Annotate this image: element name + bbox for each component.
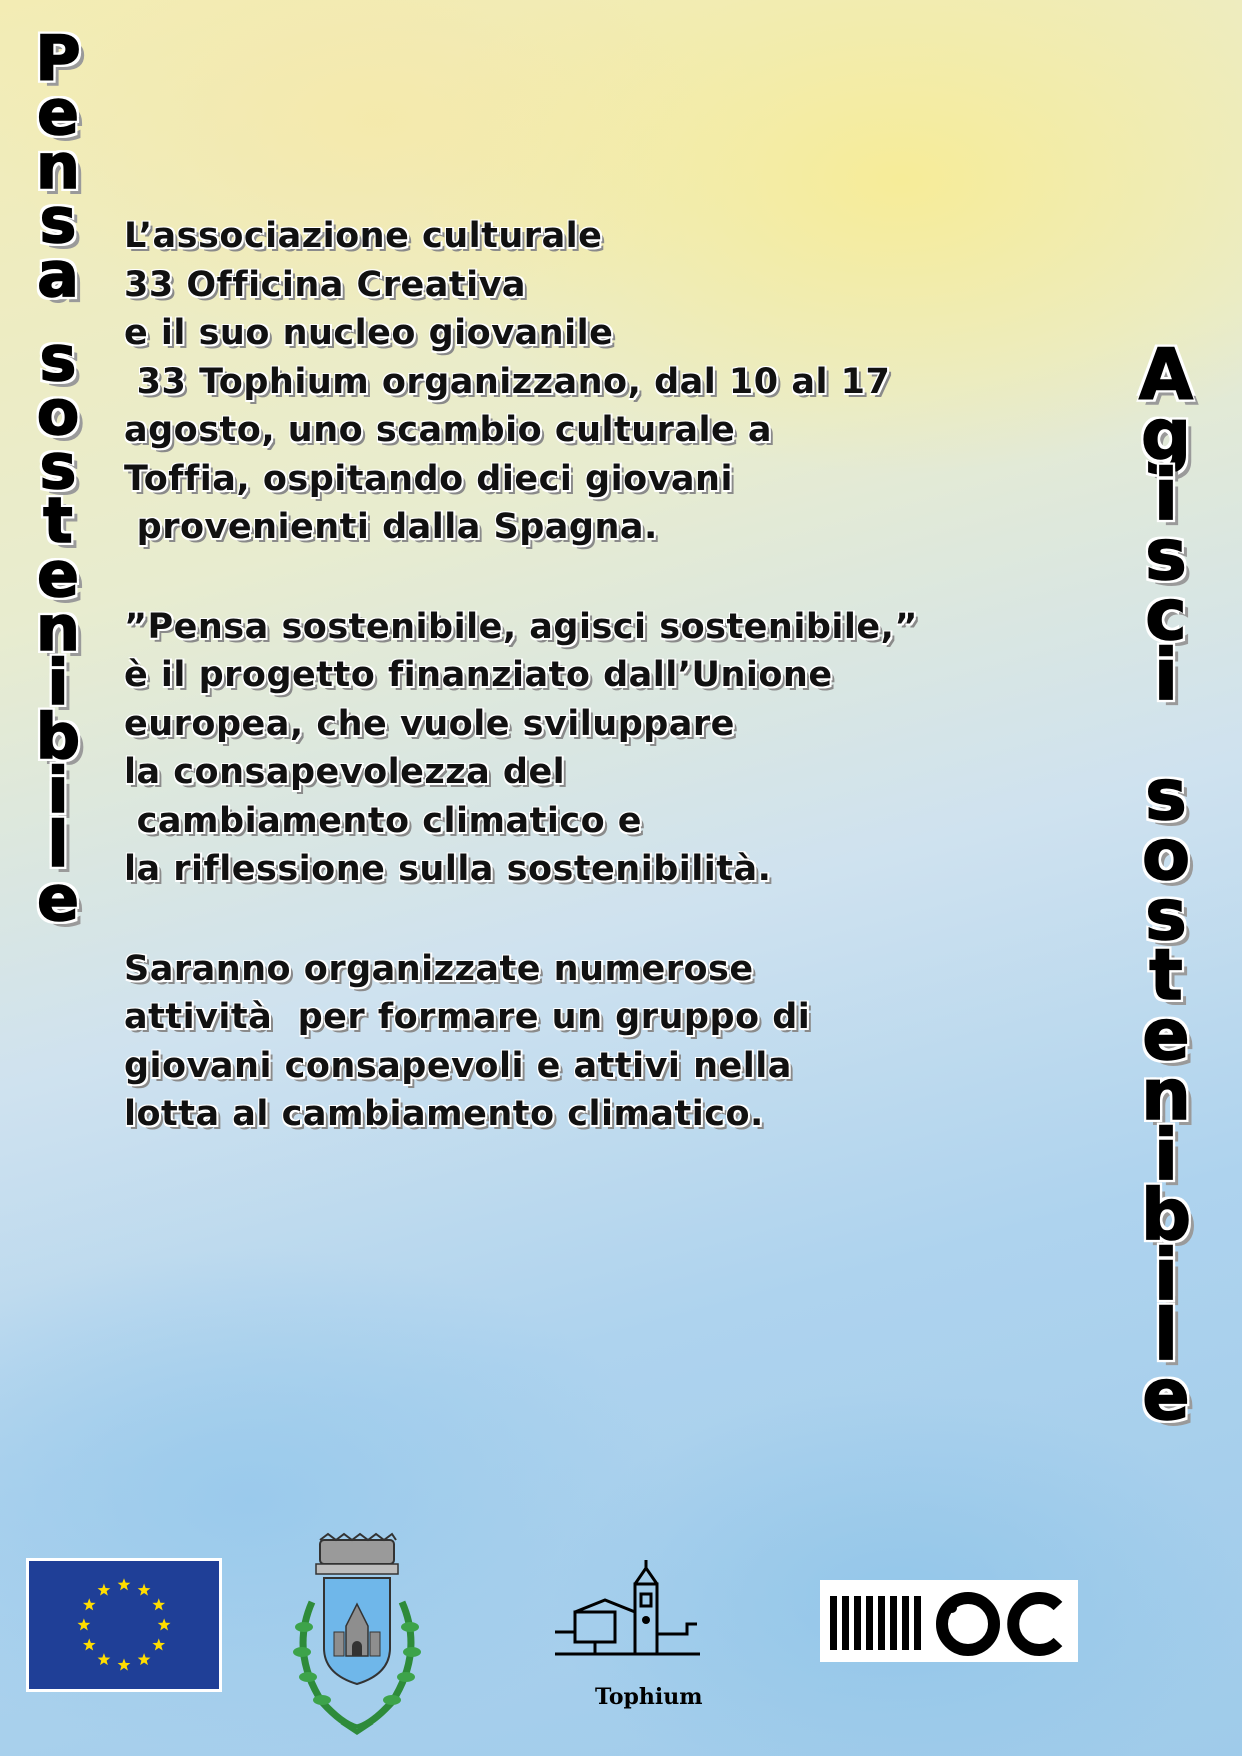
vertical-letter: n — [35, 592, 81, 665]
eu-star-icon — [83, 1598, 96, 1610]
vertical-letter: t — [43, 484, 73, 557]
text-line: la consapevolezza del — [124, 752, 566, 792]
paragraph-intro — [124, 212, 1104, 552]
body-text — [124, 212, 1104, 1190]
vertical-letter: o — [1141, 814, 1191, 896]
oc-logo-icon — [820, 1580, 1078, 1662]
tophium-label: Tophium — [595, 1684, 703, 1710]
text-line: lotta al cambiamento climatico. — [124, 1094, 764, 1134]
text-line: Saranno organizzate numerose — [124, 948, 754, 989]
eu-flag-icon — [26, 1558, 222, 1692]
text-line: attività per formare un gruppo di — [124, 997, 811, 1037]
text-line: è il progetto finanziato dall’Unione — [124, 655, 833, 695]
vertical-letter: a — [37, 238, 79, 311]
eu-star-icon — [118, 1658, 131, 1670]
logo-strip — [0, 1520, 1242, 1756]
eu-star-icon — [83, 1638, 96, 1650]
vertical-letter: t — [1149, 934, 1183, 1016]
eu-star-icon — [98, 1653, 111, 1665]
text-line: 33 Officina Creativa — [124, 264, 527, 305]
eu-star-icon — [118, 1578, 131, 1590]
left-vertical-title — [18, 22, 98, 935]
municipal-crest-icon — [282, 1532, 432, 1742]
text-line: cambiamento climatico e — [124, 800, 643, 841]
vertical-letter: s — [39, 430, 77, 503]
text-line: e il suo nucleo giovanile — [124, 313, 614, 353]
vertical-letter: b — [35, 700, 81, 773]
vertical-letter: b — [1140, 1174, 1192, 1256]
vertical-letter: c — [1145, 574, 1187, 656]
text-line: Toffia, ospitando dieci giovani — [124, 458, 733, 499]
text-line: agosto, uno scambio culturale a — [124, 410, 773, 450]
vertical-letter: i — [1154, 454, 1178, 536]
eu-star-icon — [77, 1618, 90, 1630]
vertical-letter: g — [1140, 394, 1192, 476]
vertical-letter: i — [1154, 1114, 1178, 1196]
text-line: L’associazione culturale — [124, 216, 603, 256]
vertical-letter: i — [1154, 634, 1178, 716]
vertical-letter: n — [35, 130, 81, 203]
vertical-letter: A — [1138, 334, 1194, 416]
vertical-letter: e — [36, 862, 80, 935]
text-line: europea, che vuole sviluppare — [124, 703, 735, 744]
eu-star-icon — [152, 1598, 165, 1610]
vertical-letter: s — [1145, 874, 1187, 956]
text-line: provenienti dalla Spagna. — [124, 507, 658, 547]
vertical-letter: e — [1142, 1354, 1190, 1436]
eu-star-icon — [138, 1584, 151, 1596]
tophium-church-icon — [545, 1554, 705, 1714]
vertical-letter: e — [36, 538, 80, 611]
eu-star-icon — [158, 1618, 171, 1630]
vertical-letter: n — [1141, 1054, 1191, 1136]
text-line: ”Pensa sostenibile, agisci sostenibile,” — [124, 606, 918, 647]
vertical-letter: e — [1142, 994, 1190, 1076]
vertical-letter: s — [39, 322, 77, 395]
right-vertical-title — [1116, 334, 1216, 1436]
vertical-letter: s — [1145, 514, 1187, 596]
vertical-letter: P — [35, 22, 81, 95]
vertical-letter: i — [47, 754, 69, 827]
vertical-letter: s — [1145, 754, 1187, 836]
vertical-letter: l — [47, 808, 69, 881]
eu-star-icon — [152, 1638, 165, 1650]
vertical-letter: s — [39, 184, 77, 257]
text-line: 33 Tophium organizzano, dal 10 al 17 — [124, 361, 891, 402]
paragraph-project — [124, 603, 1104, 894]
vertical-letter: i — [47, 646, 69, 719]
eu-star-icon — [138, 1653, 151, 1665]
vertical-letter: e — [36, 76, 80, 149]
vertical-letter: o — [36, 376, 80, 449]
vertical-letter: l — [1154, 1294, 1178, 1376]
text-line: giovani consapevoli e attivi nella — [124, 1045, 792, 1086]
eu-star-icon — [98, 1584, 111, 1596]
paragraph-activities — [124, 945, 1104, 1139]
vertical-letter: i — [1154, 1234, 1178, 1316]
text-line: la riflessione sulla sostenibilità. — [124, 849, 772, 889]
